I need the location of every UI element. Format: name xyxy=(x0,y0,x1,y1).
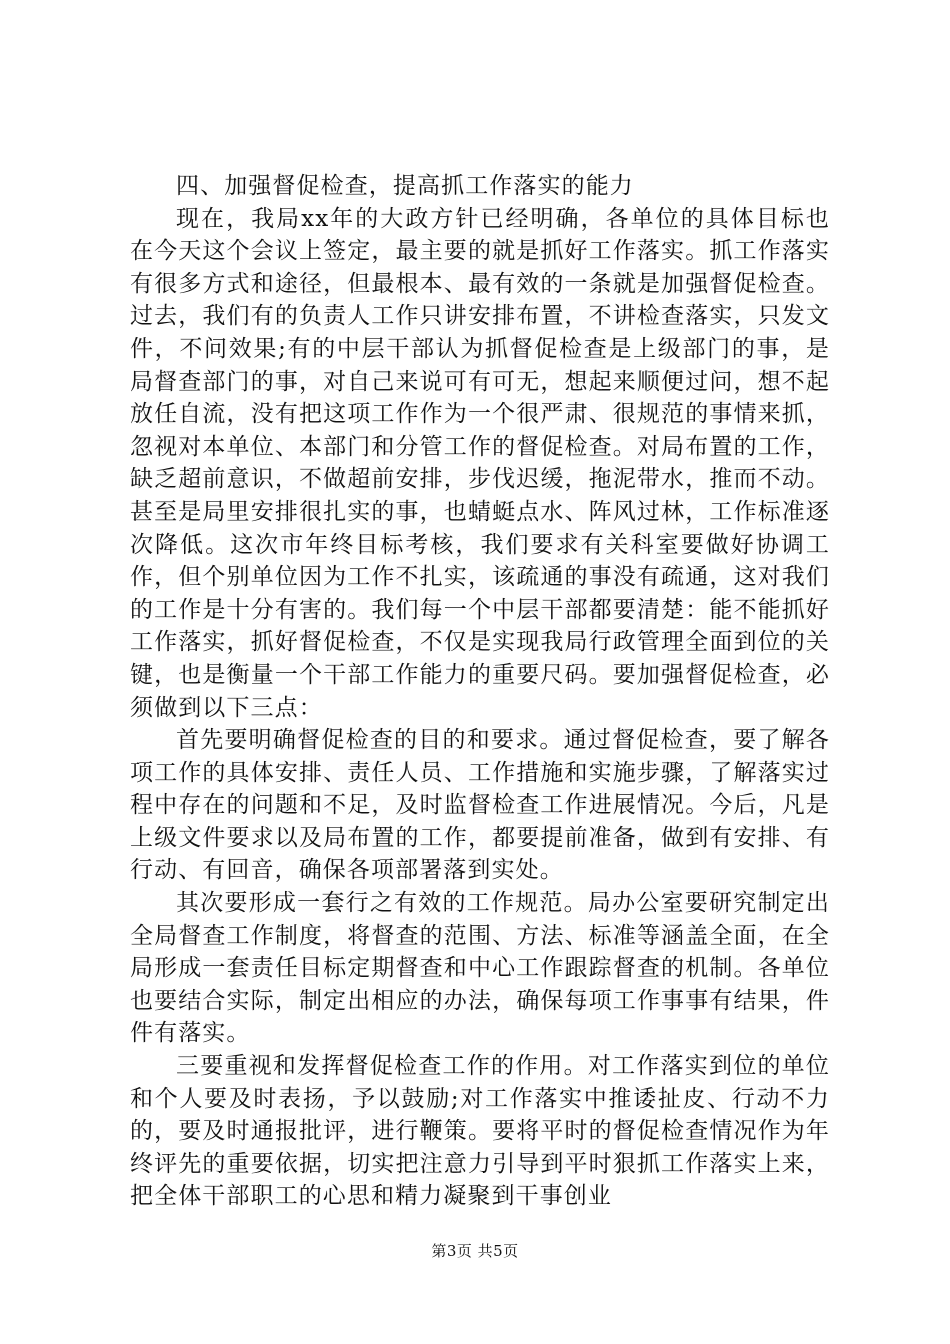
paragraph-4: 三要重视和发挥督促检查工作的作用。对工作落实到位的单位和个人要及时表扬，予以鼓励;对工作落实中推诿扯皮、行动不力的，要及时通报批评，进行鞭策。要将平时的督促检查情况作为年终评先的重要依据，切实把注意力引导到平时狠抓工作落实上来，把全体干部职工的心思和精力凝聚到干事创业 xyxy=(130,1053,830,1210)
paragraph-1: 现在，我局xx年的大政方针已经明确，各单位的具体目标也在今天这个会议上签定，最主要的就是抓好工作落实。抓工作落实有很多方式和途径，但最根本、最有效的一条就是加强督促检查。过去，我们有的负责人工作只讲安排布置，不讲检查落实，只发文件，不问效果;有的中层干部认为抓督促检查是上级部门的事，是局督查部门的事，对自己来说可有可无，想起来顺便过问，想不起放任自流，没有把这项工作作为一个很严肃、很规范的事情来抓，忽视对本单位、本部门和分管工作的督促检查。对局布置的工作，缺乏超前意识，不做超前安排，步伐迟缓，拖泥带水，推而不动。甚至是局里安排很扎实的事，也蜻蜓点水、阵风过林，工作标准逐次降低。这次市年终目标考核，我们要求有关科室要做好协调工作，但个别单位因为工作不扎实，该疏通的事没有疏通，这对我们的工作是十分有害的。我们每一个中层干部都要清楚：能不能抓好工作落实，抓好督促检查，不仅是实现我局行政管理全面到位的关键，也是衡量一个干部工作能力的重要尺码。要加强督促检查，必须做到以下三点： xyxy=(130,205,830,721)
section-heading: 四、加强督促检查，提高抓工作落实的能力 xyxy=(176,173,634,199)
page-footer: 第3页 共5页 xyxy=(431,1242,519,1260)
paragraph-2: 首先要明确督促检查的目的和要求。通过督促检查，要了解各项工作的具体安排、责任人员、工作措施和实施步骤，了解落实过程中存在的问题和不足，及时监督检查工作进展情况。今后，凡是上级文件要求以及局布置的工作，都要提前准备，做到有安排、有行动、有回音，确保各项部署落到实处。 xyxy=(130,727,830,884)
document-body xyxy=(130,170,830,1213)
paragraph-3: 其次要形成一套行之有效的工作规范。局办公室要研究制定出全局督查工作制度，将督查的范围、方法、标准等涵盖全面，在全局形成一套责任目标定期督查和中心工作跟踪督查的机制。各单位也要结合实际，制定出相应的办法，确保每项工作事事有结果，件件有落实。 xyxy=(130,890,830,1047)
